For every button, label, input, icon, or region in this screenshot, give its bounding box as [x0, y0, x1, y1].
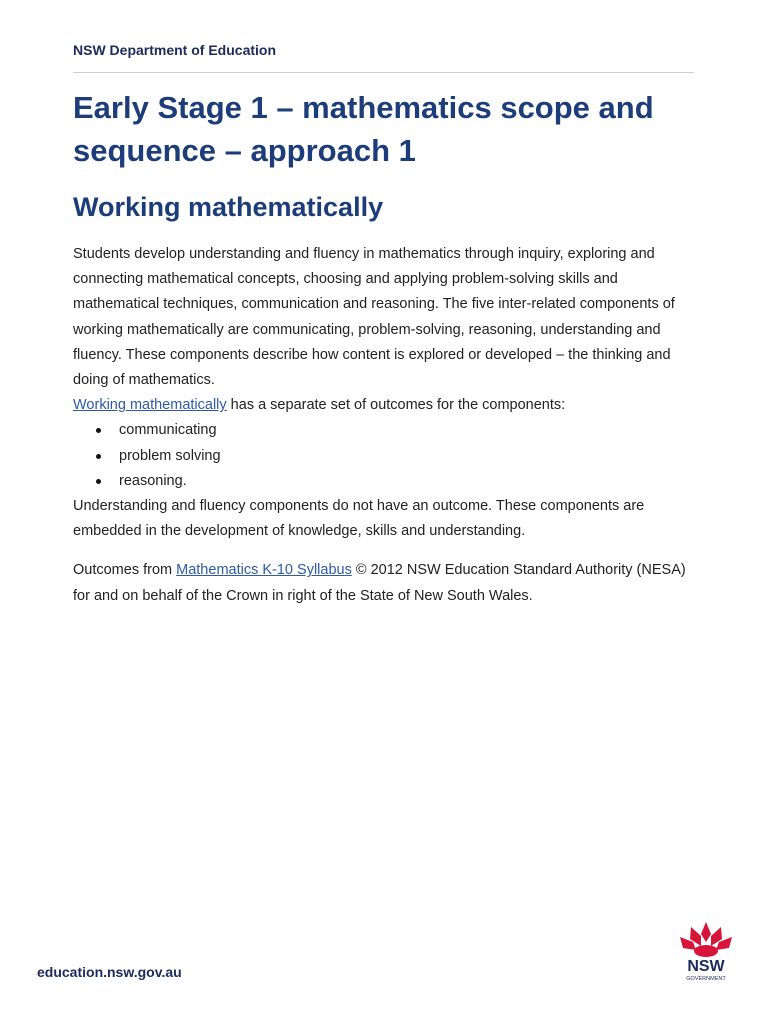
copyright-prefix: Outcomes from: [73, 562, 177, 579]
page-title: Early Stage 1 – mathematics scope and sequence – approach 1: [73, 90, 654, 168]
outcomes-paragraph: [73, 393, 698, 418]
waratah-icon: [680, 922, 732, 957]
components-list: [73, 418, 698, 494]
header-divider: [73, 72, 694, 73]
list-item: communicating: [73, 418, 698, 443]
copyright-text: © 2012 NSW Education Standard Authority (NESA) for and on behalf of the Crown in right of the State of New South Wales.: [73, 562, 686, 604]
intro-paragraph: Students develop understanding and fluency in mathematics through inquiry, exploring and connecting mathematical concepts, choosing and applying problem-solving skills and mathematical techniques, communication and reasoning. The five inter-related components of working mathematically are communicating, problem-solving, reasoning, understanding and fluency. These components describe how content is explored or developed – the thinking and doing of mathematics.: [73, 246, 675, 389]
understanding-paragraph: Understanding and fluency components do not have an outcome. These components are embedded in the development of knowledge, skills and understanding.: [73, 498, 645, 540]
working-mathematically-link[interactable]: Working mathematically: [73, 397, 227, 414]
header-organisation: NSW Department of Education: [73, 42, 277, 58]
outcomes-text: has a separate set of outcomes for the components:: [226, 397, 566, 414]
footer-url[interactable]: education.nsw.gov.au: [37, 964, 182, 980]
copyright-paragraph: [73, 558, 698, 608]
logo-subtext: GOVERNMENT: [686, 976, 726, 982]
logo-wordmark: NSW: [687, 958, 725, 975]
section-heading: Working mathematically: [73, 192, 384, 222]
syllabus-link[interactable]: Mathematics K-10 Syllabus: [176, 562, 352, 579]
list-item: problem solving: [73, 444, 698, 469]
nsw-government-logo: [677, 920, 735, 986]
body-content: [73, 242, 698, 609]
list-item: reasoning.: [73, 469, 698, 494]
